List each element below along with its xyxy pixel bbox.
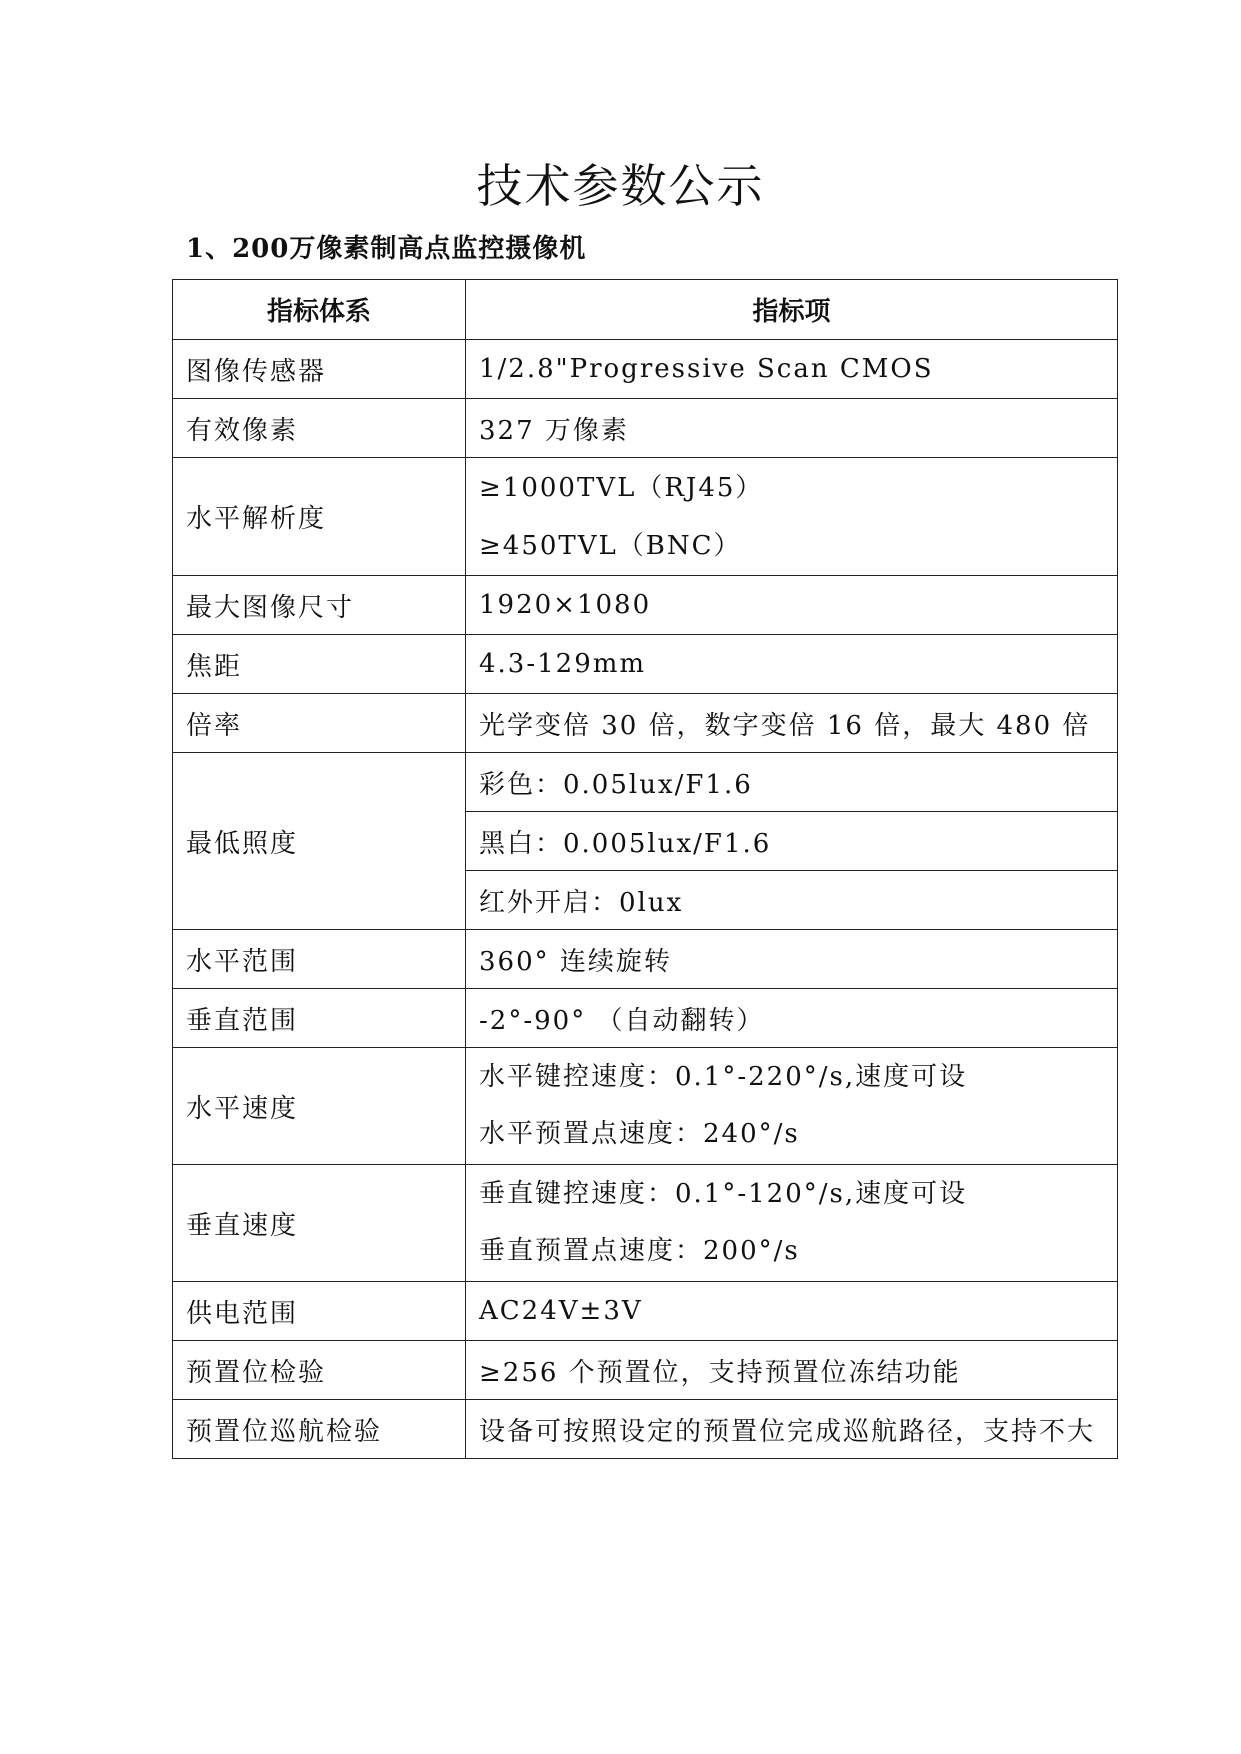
row-value: 彩色：0.05lux/F1.6 bbox=[466, 753, 1118, 812]
row-label: 水平范围 bbox=[173, 930, 466, 989]
table-row bbox=[173, 753, 1118, 812]
table-row bbox=[173, 340, 1118, 399]
row-value: -2°-90° （自动翻转） bbox=[466, 989, 1118, 1048]
row-label: 最低照度 bbox=[173, 753, 466, 930]
row-label: 预置位巡航检验 bbox=[173, 1400, 466, 1459]
row-value: 4.3-129mm bbox=[466, 635, 1118, 694]
row-label: 垂直速度 bbox=[173, 1165, 466, 1282]
row-label: 最大图像尺寸 bbox=[173, 576, 466, 635]
row-value bbox=[466, 458, 1118, 576]
header-indicator-system: 指标体系 bbox=[173, 280, 466, 340]
row-value: ≥256 个预置位，支持预置位冻结功能 bbox=[466, 1341, 1118, 1400]
table-row bbox=[173, 1400, 1118, 1459]
row-value: 光学变倍 30 倍，数字变倍 16 倍，最大 480 倍 bbox=[466, 694, 1118, 753]
table-row bbox=[173, 458, 1118, 576]
section-title: 1、200万像素制高点监控摄像机 bbox=[186, 234, 587, 264]
table-row bbox=[173, 635, 1118, 694]
row-value: AC24V±3V bbox=[466, 1282, 1118, 1341]
row-label: 垂直范围 bbox=[173, 989, 466, 1048]
table-row bbox=[173, 1341, 1118, 1400]
table-row bbox=[173, 989, 1118, 1048]
row-label: 有效像素 bbox=[173, 399, 466, 458]
row-label: 焦距 bbox=[173, 635, 466, 694]
row-label: 倍率 bbox=[173, 694, 466, 753]
row-label: 水平速度 bbox=[173, 1048, 466, 1165]
table-row bbox=[173, 1048, 1118, 1165]
row-value: 设备可按照设定的预置位完成巡航路径，支持不大 bbox=[466, 1400, 1118, 1459]
row-value: 1920×1080 bbox=[466, 576, 1118, 635]
row-value: 黑白：0.005lux/F1.6 bbox=[466, 812, 1118, 871]
row-value: 红外开启：0lux bbox=[466, 871, 1118, 930]
table-row bbox=[173, 576, 1118, 635]
header-indicator-item: 指标项 bbox=[466, 280, 1118, 340]
row-value bbox=[466, 1048, 1118, 1165]
table-row bbox=[173, 930, 1118, 989]
row-value bbox=[466, 1165, 1118, 1282]
row-value-line: 垂直键控速度：0.1°-120°/s,速度可设 bbox=[479, 1179, 968, 1209]
spec-table bbox=[172, 279, 1118, 1459]
row-value-line: ≥450TVL（BNC） bbox=[479, 530, 742, 561]
document-title: 技术参数公示 bbox=[476, 159, 765, 213]
row-label: 预置位检验 bbox=[173, 1341, 466, 1400]
row-value: 327 万像素 bbox=[466, 399, 1118, 458]
row-value-line: ≥1000TVL（RJ45） bbox=[479, 472, 764, 503]
row-value-line: 水平键控速度：0.1°-220°/s,速度可设 bbox=[479, 1062, 968, 1092]
table-row bbox=[173, 399, 1118, 458]
row-value: 360° 连续旋转 bbox=[466, 930, 1118, 989]
table-row bbox=[173, 1165, 1118, 1282]
table-row bbox=[173, 1282, 1118, 1341]
row-label: 水平解析度 bbox=[173, 458, 466, 576]
row-label: 供电范围 bbox=[173, 1282, 466, 1341]
table-row bbox=[173, 694, 1118, 753]
row-label: 图像传感器 bbox=[173, 340, 466, 399]
row-value: 1/2.8"Progressive Scan CMOS bbox=[466, 340, 1118, 399]
table-header-row bbox=[173, 280, 1118, 340]
row-value-line: 垂直预置点速度：200°/s bbox=[479, 1236, 800, 1266]
row-value-line: 水平预置点速度：240°/s bbox=[479, 1119, 800, 1149]
